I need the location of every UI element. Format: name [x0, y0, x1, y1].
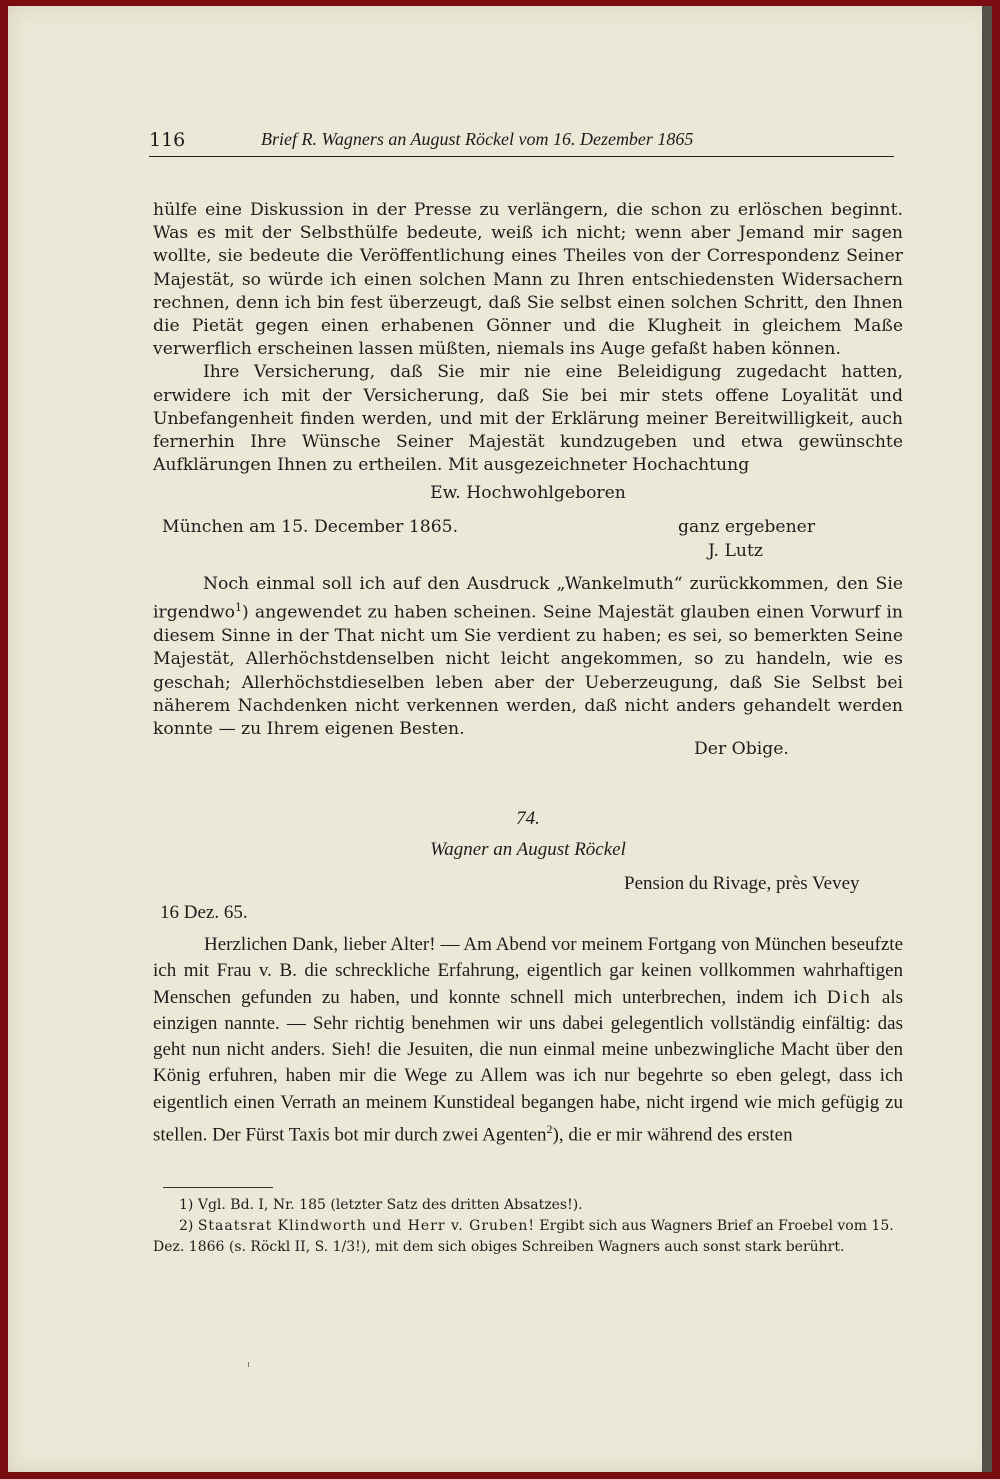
footnote-2 — [153, 1216, 903, 1258]
letter-73-paragraph-2: Ihre Versicherung, daß Sie mir nie eine Beleidigung zugedacht hatten, erwidere ich mit der Versicherung, daß Sie bei mir stets offene Loyalität und Unbefangenheit finden werden, und mit der Erklärung meiner Bereitwilligkeit, auch fernerhin Ihre Wünsche Seiner Majestät kundzugeben und etwa gewünschte Aufklärungen Ihnen zu ertheilen. Mit ausgezeichneter Hochachtung — [153, 362, 903, 476]
letter-74-text-1: Herzlichen Dank, lieber Alter! — Am Abend vor meinem Fortgang von München beseufzte ich mit Frau v. B. die schreckliche Erfahrung, eigentlich gar keinen vollkommen wahrhaftigen Menschen gefunden zu haben, und konnte schnell mich unterbrechen, indem ich — [153, 934, 903, 1008]
footnote-1 — [153, 1195, 903, 1216]
letter-number: 74. — [516, 808, 540, 829]
footnote-1-marker: 1) — [179, 1197, 194, 1213]
postscript-text-start: Noch einmal soll ich auf den Ausdruck „Wankelmuth“ zurückkommen, den Sie irgendwo — [153, 574, 903, 623]
footnote-ref-2: 2 — [546, 1122, 553, 1137]
postscript-paragraph — [153, 573, 903, 741]
postscript-text-end: ) angewendet zu haben scheinen. Seine Majestät glauben einen Vorwurf in diesem Sinne in der That nicht um Sie verdient zu haben; es sei, so bemerkten Seine Majestät, Allerhöchstdenselben nicht leicht angekommen, so zu handeln, wie es geschah; Allerhöchstdieselben leben aber der Ueberzeugung, daß Sie Selbst bei näherem Nachdenken nicht verkennen werden, daß nicht anders gehandelt werden konnte — zu Ihrem eigenen Besten. — [153, 602, 903, 739]
letter-73-continuation — [153, 199, 903, 477]
letter-74-paragraph — [153, 932, 903, 1149]
page-edge-shadow — [982, 6, 992, 1472]
postscript — [153, 573, 903, 741]
footnote-2-names: Staatsrat Klindworth und Herr v. Gruben! — [197, 1218, 535, 1234]
letter-74-text-2: als einzigen nannte. — Sehr richtig benehmen wir uns dabei gelegentlich vollständig einfältig: das geht nun nicht anders. Sieh! die Jesuiten, die nun einmal meine unbezwingliche Macht über den König erfuhren, haben mir die Wege zu Allem was ich nur begehrte so eben gelegt, dass ich eigentlich einen Verrath an meinem Kunstideal begangen habe, nicht irgend wie mich gefügig zu stellen. Der Fürst Taxis bot mir durch zwei Agenten — [153, 986, 904, 1146]
letter-74-text-3: ), die er mir während des ersten — [552, 1124, 793, 1146]
letter-74-body — [153, 932, 903, 1149]
letter-date: 16 Dez. 65. — [160, 902, 248, 923]
footnote-rule — [163, 1187, 273, 1188]
footnote-ref-1: 1 — [235, 601, 243, 615]
page-header — [149, 128, 894, 157]
signature: J. Lutz — [708, 541, 763, 561]
salutation: Ew. Hochwohlgeboren — [430, 483, 626, 503]
place-date: München am 15. December 1865. — [162, 517, 459, 537]
footnotes — [153, 1195, 903, 1258]
emphasis-dich: Dich — [826, 986, 872, 1008]
running-title: Brief R. Wagners an August Röckel vom 16. Dezember 1865 — [261, 129, 694, 149]
footnote-2-text: Ergibt sich aus Wagners Brief an Froebel vom 15. Dez. 1866 (s. Röckl II, S. 1/3!), mit dem sich obiges Schreiben Wagners auch sonst stark berührt. — [153, 1218, 894, 1255]
page-number: 116 — [149, 129, 186, 151]
pencil-mark — [248, 1362, 249, 1367]
footnote-2-marker: 2) — [179, 1218, 194, 1234]
letter-place: Pension du Rivage, près Vevey — [624, 873, 860, 894]
closing: ganz ergebener — [678, 517, 816, 537]
postscript-signature: Der Obige. — [694, 739, 789, 759]
footnote-1-text: Vgl. Bd. I, Nr. 185 (letzter Satz des dritten Absatzes!). — [197, 1197, 583, 1213]
letter-73-paragraph-1: hülfe eine Diskussion in der Presse zu verlängern, die schon zu erlöschen beginnt. Was es mit der Selbsthülfe bedeute, weiß ich nicht; wenn aber Jemand mir sagen wollte, sie bedeute die Veröffentlichung eines Theiles von der Correspondenz Seiner Majestät, so würde ich einen solchen Mann zu Ihren entschiedensten Widersachern rechnen, denn ich bin fest überzeugt, daß Sie selbst einen solchen Schritt, den Ihnen die Pietät gegen einen erhabenen Gönner und die Klugheit in gleichem Maße verwerflich erscheinen lassen müßten, niemals ins Auge gefaßt haben können. — [153, 200, 903, 360]
letter-heading: Wagner an August Röckel — [430, 839, 626, 860]
